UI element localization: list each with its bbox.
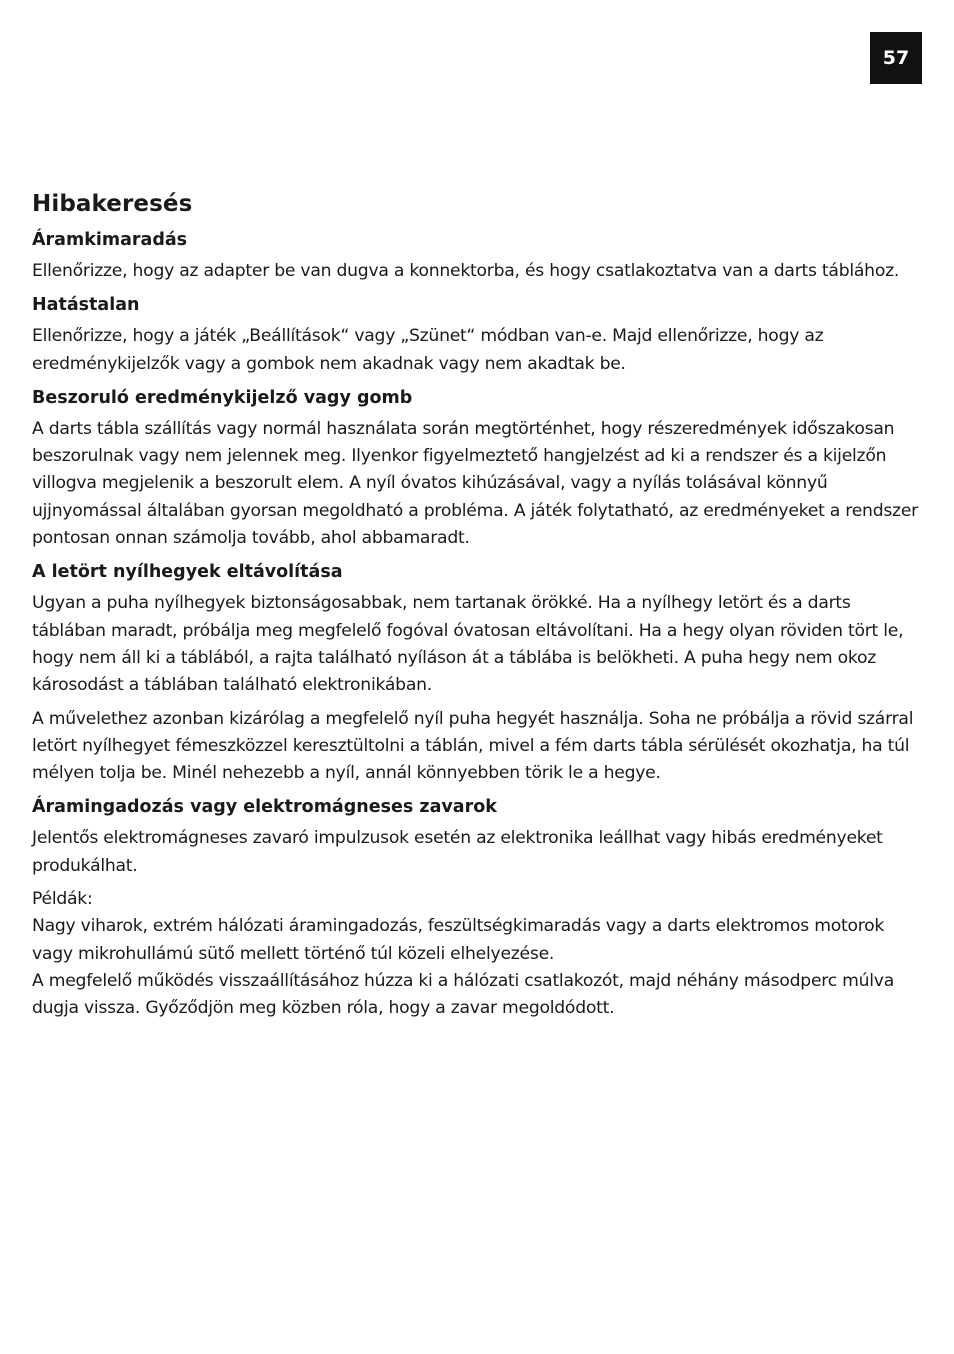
- page-number: 57: [870, 32, 922, 84]
- examples-label: Példák:: [32, 889, 93, 910]
- examples-text: Nagy viharok, extrém hálózati áramingadozás, feszültségkimaradás vagy a darts elektromos motorok vagy mikrohullámú sütő mellett történő túl közeli elhelyezése.: [32, 916, 885, 964]
- section-paragraph: Ellenőrizze, hogy az adapter be van dugva a konnektorba, és hogy csatlakoztatva van a darts táblához.: [32, 261, 900, 281]
- section-heading-stuck-display: Beszoruló eredménykijelző vagy gomb: [32, 387, 413, 408]
- section-heading-ineffective: Hatástalan: [32, 295, 140, 316]
- section-heading-interference: Áramingadozás vagy elektromágneses zavarok: [32, 797, 497, 818]
- section-paragraph: Ellenőrizze, hogy a játék „Beállítások“ vagy „Szünet“ módban van-e. Majd ellenőrizze, hogy az eredménykijelzők vagy a gombok nem akadnak vagy nem akadtak be.: [32, 326, 824, 374]
- section-heading-broken-tips: A letört nyílhegyek eltávolítása: [32, 562, 343, 583]
- section-paragraph: A darts tábla szállítás vagy normál használata során megtörténhet, hogy részeredmények időszakosan beszorulnak vagy nem jelennek meg. Ilyenkor figyelmeztető hangjelzést ad ki a rendszer és a kijelzőn villogva megjelenik a beszorult elem. A nyíl óvatos kihúzásával, vagy a nyílás tolásával könnyű ujjnyomással általában gyorsan megoldható a probléma. A játék folytatható, az eredményeket a rendszer pontosan onnan számolja tovább, ahol abbamaradt.: [32, 418, 918, 549]
- page-content: [32, 188, 922, 1023]
- page-title: Hibakeresés: [32, 191, 193, 217]
- remedy-text: A megfelelő működés visszaállításához húzza ki a hálózati csatlakozót, majd néhány másodperc múlva dugja vissza. Győződjön meg közben róla, hogy a zavar megoldódott.: [32, 970, 894, 1019]
- section-heading-power-outage: Áramkimaradás: [32, 230, 188, 250]
- section-paragraph: A művelethez azonban kizárólag a megfelelő nyíl puha hegyét használja. Soha ne próbálja a rövid szárral letört nyílhegyet fémeszközzel keresztültolni a táblán, mivel a fém darts tábla sérülését okozhatja, ha túl mélyen tolja be. Minél nehezebb a nyíl, annál könnyebben törik le a hegye.: [32, 708, 914, 784]
- section-paragraph: Ugyan a puha nyílhegyek biztonságosabbak, nem tartanak örökké. Ha a nyílhegy letört és a darts táblában maradt, próbálja meg megfelelő fogóval óvatosan eltávolítani. Ha a hegy olyan röviden tört le, hogy nem áll ki a táblából, a rajta található nyíláson át a táblába is belökheti. A puha hegy nem okoz károsodást a táblában található elektronikában.: [32, 593, 904, 696]
- section-paragraph: Jelentős elektromágneses zavaró impulzusok esetén az elektronika leállhat vagy hibás eredményeket produkálhat.: [32, 828, 883, 876]
